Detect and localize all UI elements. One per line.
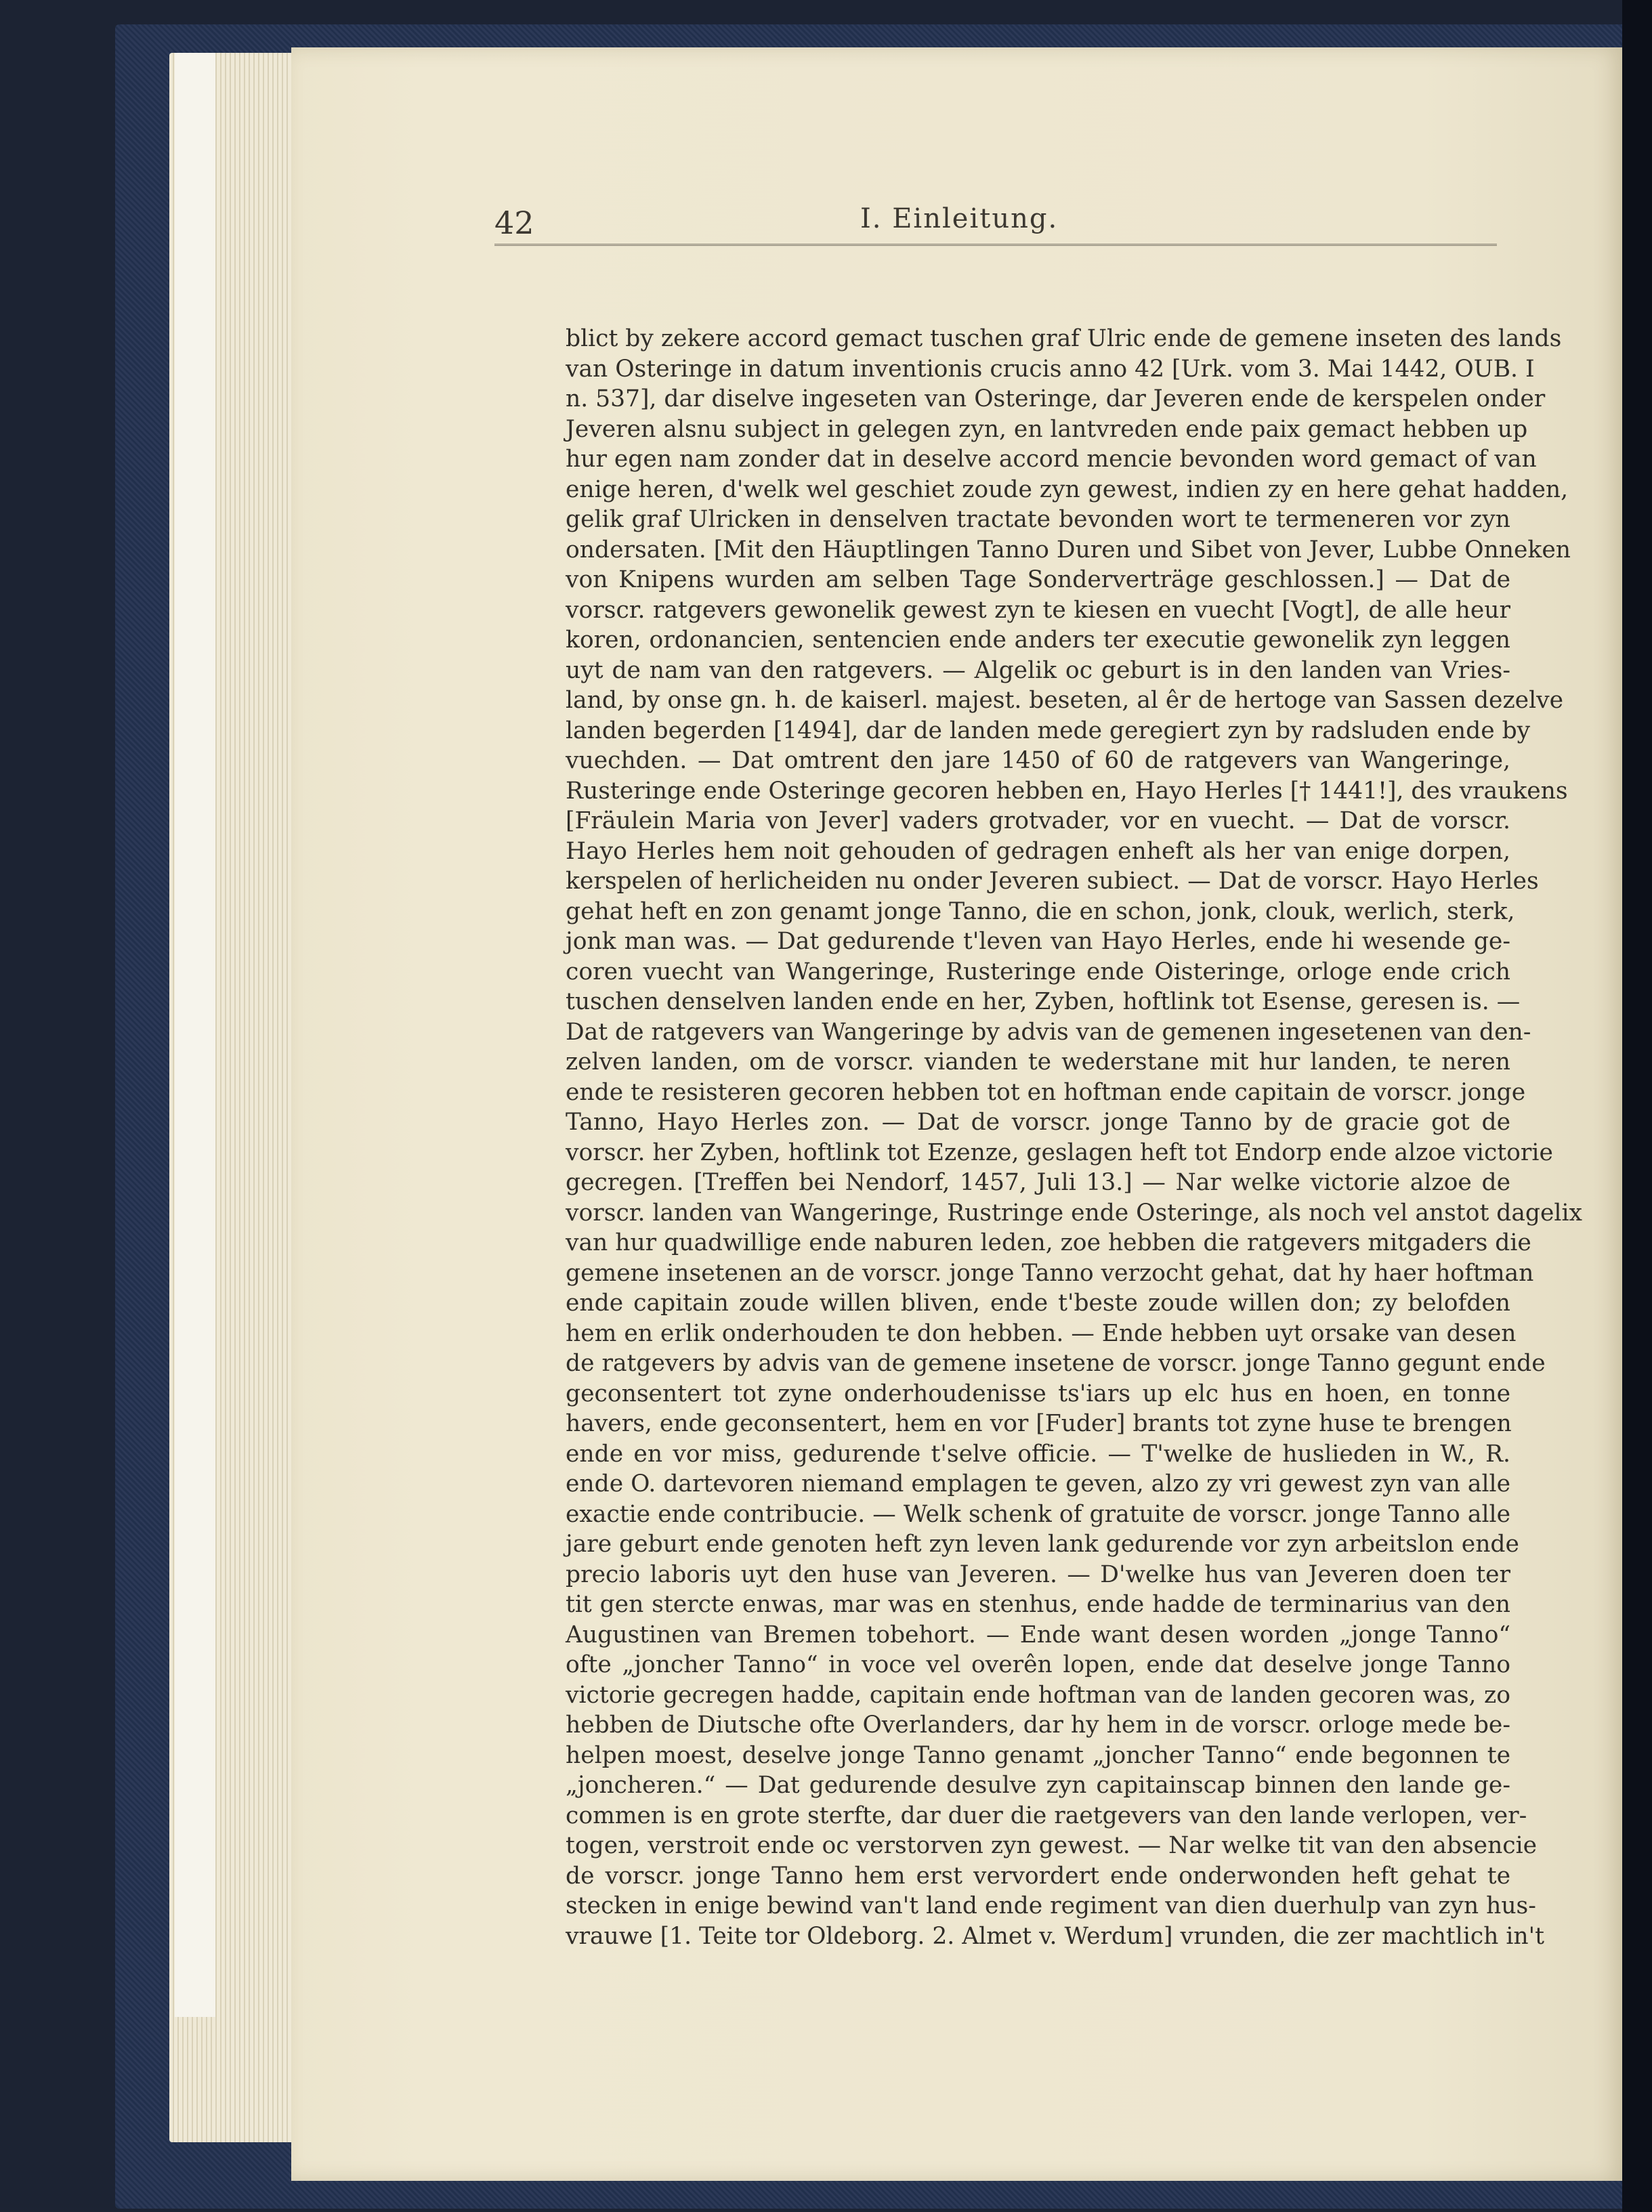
scan-background bbox=[1622, 0, 1652, 2212]
page-number: 42 bbox=[494, 205, 534, 241]
text-line: von Knipens wurden am selben Tage Sonderverträge geschlossen.] — Dat de bbox=[566, 566, 1510, 593]
text-line: ondersaten. [Mit den Häuptlingen Tanno Duren und Sibet von Jever, Lubbe Onneken bbox=[566, 536, 1571, 563]
text-line: landen begerden [1494], dar de landen mede geregiert zyn by radsluden ende by bbox=[566, 717, 1531, 744]
text-line: van hur quadwillige ende naburen leden, zoe hebben die ratgevers mitgaders die bbox=[566, 1229, 1531, 1256]
text-line: zelven landen, om de vorscr. vianden te wederstane mit hur landen, te neren bbox=[566, 1048, 1510, 1076]
text-line: precio laboris uyt den huse van Jeveren. — D'welke hus van Jeveren doen ter bbox=[566, 1560, 1510, 1588]
book-page bbox=[291, 47, 1622, 2181]
text-line: helpen moest, deselve jonge Tanno genamt „joncher Tanno“ ende begonnen te bbox=[566, 1741, 1510, 1769]
text-line: hur egen nam zonder dat in deselve accord mencie bevonden word gemact of van bbox=[566, 446, 1537, 473]
text-line: hem en erlik onderhouden te don hebben. — Ende hebben uyt orsake van desen bbox=[566, 1319, 1517, 1347]
text-line: gemene insetenen an de vorscr. jonge Tanno verzocht gehat, dat hy haer hoftman bbox=[566, 1259, 1534, 1287]
text-line: jare geburt ende genoten heft zyn leven lank gedurende vor zyn arbeitslon ende bbox=[566, 1531, 1519, 1558]
text-line: blict by zekere accord gemact tuschen graf Ulric ende de gemene inseten des lands bbox=[566, 325, 1562, 352]
text-line: Rusteringe ende Osteringe gecoren hebben en, Hayo Herles [† 1441!], des vraukens bbox=[566, 777, 1568, 805]
text-line: vrauwe [1. Teite tor Oldeborg. 2. Almet v. Werdum] vrunden, die zer machtlich in't bbox=[566, 1922, 1544, 1950]
body-text bbox=[566, 324, 1582, 1951]
text-line: gelik graf Ulricken in denselven tractate bevonden wort te termeneren vor zyn bbox=[566, 506, 1510, 533]
text-line: ofte „joncher Tanno“ in voce vel overên lopen, ende dat deselve jonge Tanno bbox=[566, 1651, 1510, 1678]
text-line: ende en vor miss, gedurende t'selve officie. — T'welke de huslieden in W., R. bbox=[566, 1440, 1510, 1468]
text-line: gecregen. [Treffen bei Nendorf, 1457, Juli 13.] — Nar welke victorie alzoe de bbox=[566, 1169, 1510, 1196]
text-line: kerspelen of herlicheiden nu onder Jeveren subiect. — Dat de vorscr. Hayo Herles bbox=[566, 868, 1539, 895]
text-line: n. 537], dar diselve ingeseten van Osteringe, dar Jeveren ende de kerspelen onder bbox=[566, 385, 1546, 412]
text-line: tuschen denselven landen ende en her, Zyben, hoftlink tot Esense, geresen is. — bbox=[566, 988, 1521, 1015]
text-line: Jeveren alsnu subject in gelegen zyn, en lantvreden ende paix gemact hebben up bbox=[566, 415, 1528, 443]
text-line: geconsentert tot zyne onderhoudenisse ts'iars up elc hus en hoen, en tonne bbox=[566, 1380, 1510, 1407]
text-line: havers, ende geconsentert, hem en vor [Fuder] brants tot zyne huse te brengen bbox=[566, 1410, 1512, 1437]
text-line: gehat heft en zon genamt jonge Tanno, die en schon, jonk, clouk, werlich, sterk, bbox=[566, 897, 1515, 925]
text-line: tit gen stercte enwas, mar was en stenhus, ende hadde de terminarius van den bbox=[566, 1591, 1510, 1618]
endpaper-sheet bbox=[175, 53, 215, 2017]
text-line: ende O. dartevoren niemand emplagen te geven, alzo zy vri gewest zyn van alle bbox=[566, 1470, 1510, 1497]
text-line: Dat de ratgevers van Wangeringe by advis van de gemenen ingesetenen van den- bbox=[566, 1018, 1531, 1046]
text-line: van Osteringe in datum inventionis crucis anno 42 [Urk. vom 3. Mai 1442, OUB. I bbox=[566, 355, 1535, 383]
text-line: de ratgevers by advis van de gemene insetene de vorscr. jonge Tanno gegunt ende bbox=[566, 1350, 1546, 1377]
text-line: Augustinen van Bremen tobehort. — Ende want desen worden „jonge Tanno“ bbox=[566, 1621, 1510, 1649]
text-line: enige heren, d'welk wel geschiet zoude zyn gewest, indien zy en here gehat hadden, bbox=[566, 475, 1569, 503]
text-line: [Fräulein Maria von Jever] vaders grotvader, vor en vuecht. — Dat de vorscr. bbox=[566, 807, 1510, 834]
text-line: koren, ordonancien, sentencien ende anders ter executie gewonelik zyn leggen bbox=[566, 626, 1510, 654]
text-line: vorscr. her Zyben, hoftlink tot Ezenze, geslagen heft tot Endorp ende alzoe victorie bbox=[566, 1139, 1553, 1166]
text-line: de vorscr. jonge Tanno hem erst vervordert ende onderwonden heft gehat te bbox=[566, 1862, 1510, 1890]
text-line: Tanno, Hayo Herles zon. — Dat de vorscr. jonge Tanno by de gracie got de bbox=[566, 1109, 1510, 1136]
text-line: commen is en grote sterfte, dar duer die raetgevers van den lande verlopen, ver- bbox=[566, 1802, 1527, 1829]
text-line: hebben de Diutsche ofte Overlanders, dar hy hem in de vorscr. orloge mede be- bbox=[566, 1711, 1510, 1739]
text-line: uyt de nam van den ratgevers. — Algelik oc geburt is in den landen van Vries- bbox=[566, 656, 1510, 684]
text-line: „joncheren.“ — Dat gedurende desulve zyn capitainscap binnen den lande ge- bbox=[566, 1772, 1510, 1799]
text-line: ende te resisteren gecoren hebben tot en hoftman ende capitain de vorscr. jonge bbox=[566, 1078, 1526, 1106]
text-line: jonk man was. — Dat gedurende t'leven van Hayo Herles, ende hi wesende ge- bbox=[566, 928, 1510, 955]
text-line: vorscr. landen van Wangeringe, Rustringe ende Osteringe, als noch vel anstot dagelix bbox=[566, 1199, 1582, 1227]
text-line: stecken in enige bewind van't land ende regiment van dien duerhulp van zyn hus- bbox=[566, 1892, 1536, 1919]
text-line: victorie gecregen hadde, capitain ende hoftman van de landen gecoren was, zo bbox=[566, 1681, 1510, 1709]
running-head: I. Einleitung. bbox=[860, 203, 1059, 234]
page-header bbox=[494, 203, 1497, 246]
text-line: exactie ende contribucie. — Welk schenk of gratuite de vorscr. jonge Tanno alle bbox=[566, 1500, 1510, 1528]
text-line: vorscr. ratgevers gewonelik gewest zyn te kiesen en vuecht [Vogt], de alle heur bbox=[566, 596, 1510, 624]
text-line: togen, verstroit ende oc verstorven zyn gewest. — Nar welke tit van den absencie bbox=[566, 1832, 1538, 1859]
text-line: Hayo Herles hem noit gehouden of gedragen enheft als her van enige dorpen, bbox=[566, 837, 1510, 865]
text-line: vuechden. — Dat omtrent den jare 1450 of 60 de ratgevers van Wangeringe, bbox=[566, 747, 1510, 774]
text-line: land, by onse gn. h. de kaiserl. majest. beseten, al êr de hertoge van Sassen dezelve bbox=[566, 687, 1564, 714]
text-line: ende capitain zoude willen bliven, ende t'beste zoude willen don; zy belofden bbox=[566, 1290, 1510, 1317]
text-line: coren vuecht van Wangeringe, Rusteringe ende Oisteringe, orloge ende crich bbox=[566, 958, 1510, 985]
